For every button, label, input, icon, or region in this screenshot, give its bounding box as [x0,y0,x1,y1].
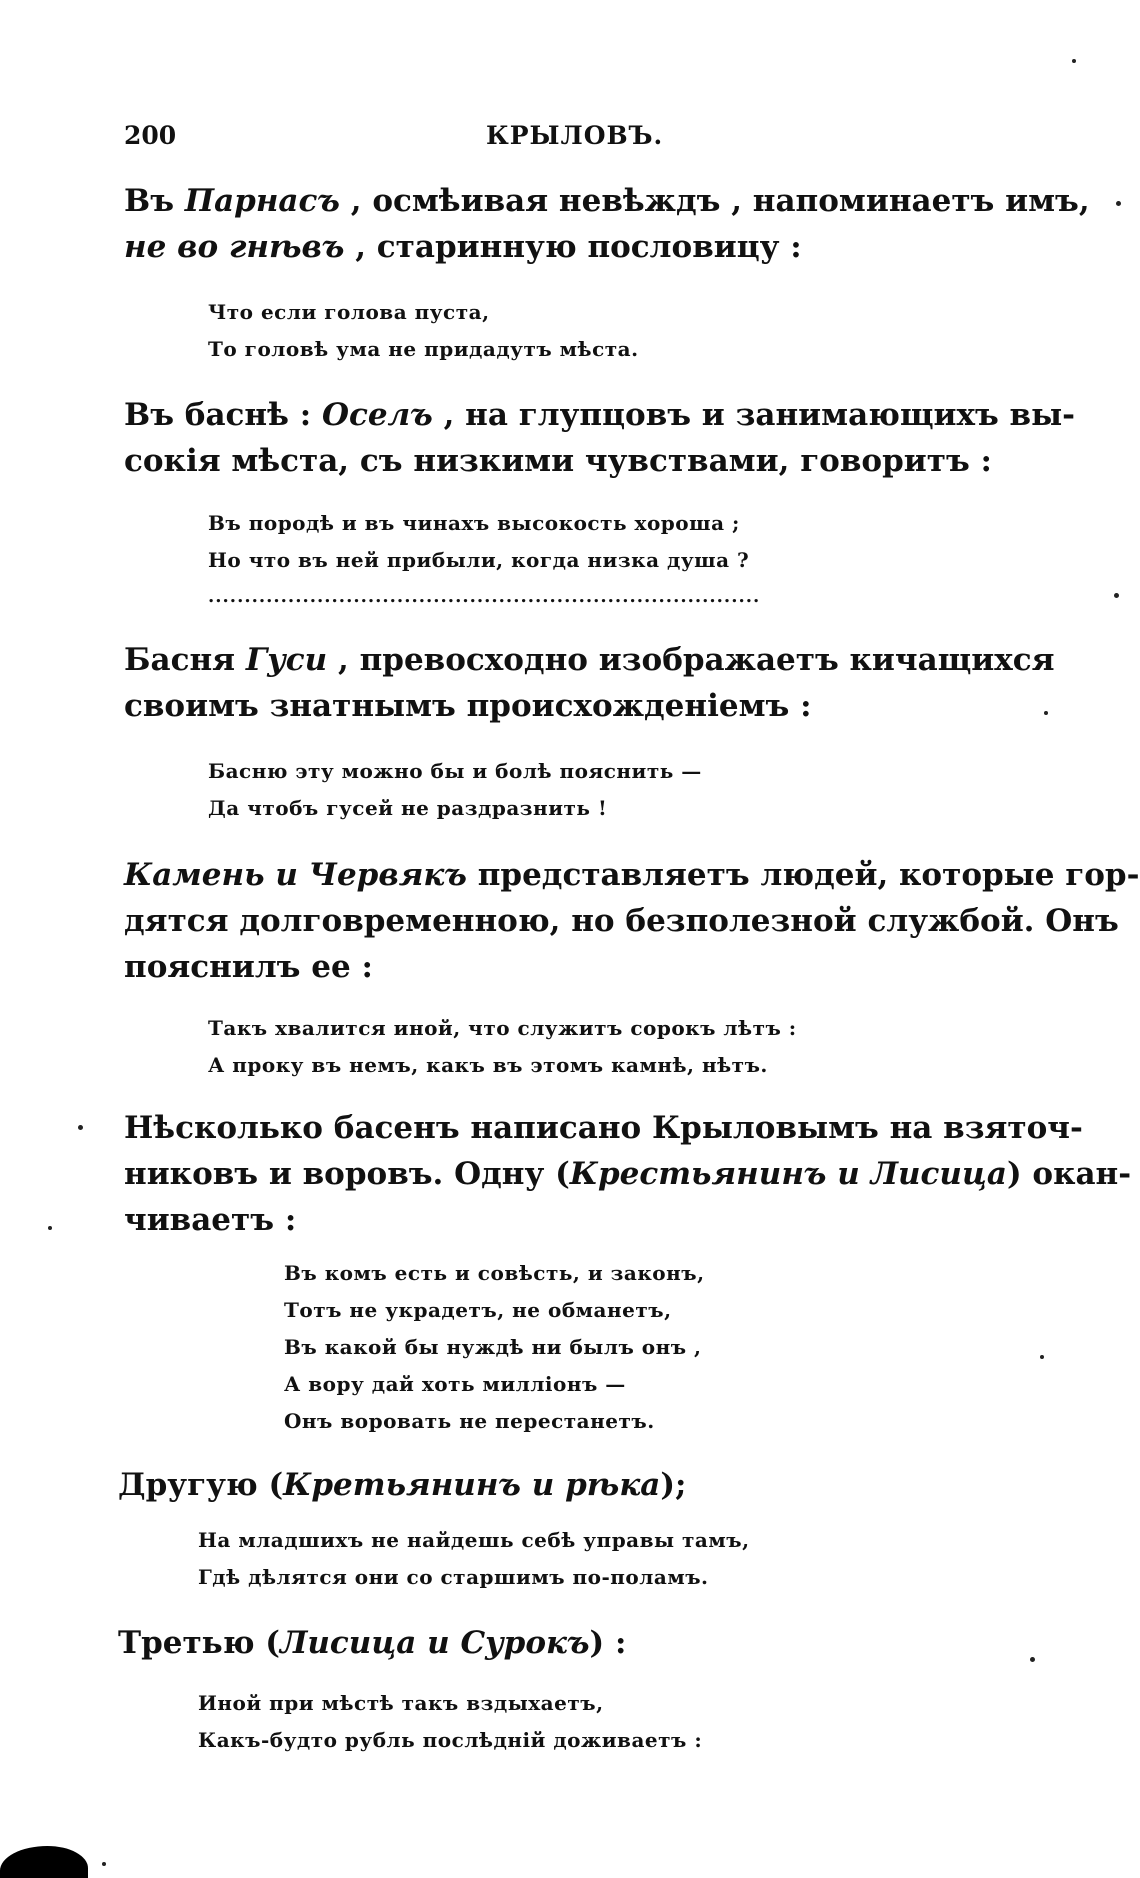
text-run: пояснилъ ее : [124,949,373,985]
italic-title: Парнасъ [184,183,340,219]
scan-speck [78,1125,83,1130]
text-run: Третью ( [118,1625,280,1661]
italic-title: Кретьянинъ и рѣка [283,1467,661,1503]
italic-title: не во гнѣвъ [124,229,345,265]
verse-line: Басню эту можно бы и болѣ пояснить — [208,759,702,783]
scan-speck [102,1862,106,1866]
text-run: своимъ знатнымъ происхожденіемъ : [124,688,812,724]
text-run: ) : [589,1625,627,1661]
italic-title: Лисица и Сурокъ [279,1625,590,1661]
text-run: Басня [124,642,246,678]
verse-line: Гдѣ дѣлятся они со старшимъ по-поламъ. [198,1565,709,1589]
text-run: никовъ и воровъ. Одну ( [124,1156,570,1192]
text-run: , превосходно изображаетъ кичащихся [327,642,1055,678]
text-run: Въ баснѣ : [124,397,322,433]
text-run: представляетъ людей, которые гор- [466,857,1140,893]
text-run: чиваетъ : [124,1202,297,1238]
prose-line [124,178,1090,224]
italic-title: Камень и Червякъ [124,857,467,893]
verse-line: Но что въ ней прибыли, когда низка душа ? [208,548,750,572]
italic-title: Гуси [245,642,328,678]
paragraph-gusi [124,637,1055,729]
text-run: Нѣсколько басенъ написано Крыловымъ на взяточ- [124,1110,1083,1146]
prose-line [124,438,1030,484]
verse-lisica-surok [198,1685,702,1759]
prose-line [124,683,1030,729]
verse-line: А проку въ немъ, какъ въ этомъ камнѣ, нѣтъ. [208,1053,768,1077]
scan-speck [1030,1657,1035,1662]
ellipsis-dots: ............................................................................ [208,586,761,607]
running-head: КРЫЛОВЪ. [486,121,664,150]
paragraph-parnas [124,178,1090,270]
scan-speck [1044,711,1048,715]
scan-speck [1114,593,1119,598]
verse-parnas [208,294,639,368]
text-run: , на глупцовъ и занимающихъ вы- [432,397,1076,433]
verse-line: Тотъ не украдетъ, не обманетъ, [284,1298,672,1322]
paragraph-drugaya [118,1462,1024,1508]
text-run: Другую ( [118,1467,284,1503]
prose-line [124,224,1030,270]
prose-line [118,1462,1024,1508]
prose-line [124,637,1055,683]
verse-line: Да чтобъ гусей не раздразнить ! [208,796,608,820]
italic-title: Крестьянинъ и Лисица [569,1156,1007,1192]
text-run: сокія мѣста, съ низкими чувствами, говоритъ : [124,443,992,479]
prose-line [124,1151,1132,1197]
scan-speck [1040,1355,1044,1359]
verse-line: То головѣ ума не придадутъ мѣста. [208,337,639,361]
verse-line: Какъ-будто рубль послѣдній доживаетъ : [198,1728,703,1752]
prose-line [118,1620,1024,1666]
paragraph-kamen [124,852,1140,990]
page-number: 200 [124,121,177,150]
verse-osel [208,505,749,579]
text-run: дятся долговременною, но безполезной службой. Онъ [124,903,1119,939]
verse-line: Въ какой бы нуждѣ ни былъ онъ , [284,1335,702,1359]
text-run: , осмѣивая невѣждъ , напоминаетъ имъ, [339,183,1090,219]
prose-line [124,392,1076,438]
verse-line: На младшихъ не найдешь себѣ управы тамъ, [198,1528,750,1552]
verse-line: Онъ воровать не перестанетъ. [284,1409,655,1433]
text-run: Въ [124,183,185,219]
text-run: ) окан- [1006,1156,1132,1192]
verse-gusi [208,753,702,827]
verse-krestyanin-lisica [284,1255,705,1440]
prose-line [124,1197,1030,1243]
prose-line [124,852,1140,898]
verse-line: Въ комъ есть и совѣсть, и законъ, [284,1261,705,1285]
scan-speck [1116,201,1121,206]
prose-line [124,898,1119,944]
verse-line: Что если голова пуста, [208,300,490,324]
verse-krestyanin-reka [198,1522,750,1596]
prose-line [124,944,1030,990]
verse-line: Въ породѣ и въ чинахъ высокость хороша ; [208,511,740,535]
paragraph-tretya [118,1620,1024,1666]
scan-speck [1072,59,1076,63]
verse-line: Такъ хвалится иной, что служитъ сорокъ лѣтъ : [208,1016,797,1040]
italic-title: Оселъ [321,397,433,433]
prose-line [124,1105,1083,1151]
verse-line: Иной при мѣстѣ такъ вздыхаетъ, [198,1691,604,1715]
text-run: ); [660,1467,687,1503]
paragraph-vzyatochniki [124,1105,1132,1243]
text-run: , старинную пословицу : [344,229,802,265]
scan-speck [48,1226,52,1230]
scan-blot [0,1846,88,1878]
verse-kamen [208,1010,797,1084]
verse-line: А вору дай хоть милліонъ — [284,1372,626,1396]
paragraph-osel [124,392,1076,484]
